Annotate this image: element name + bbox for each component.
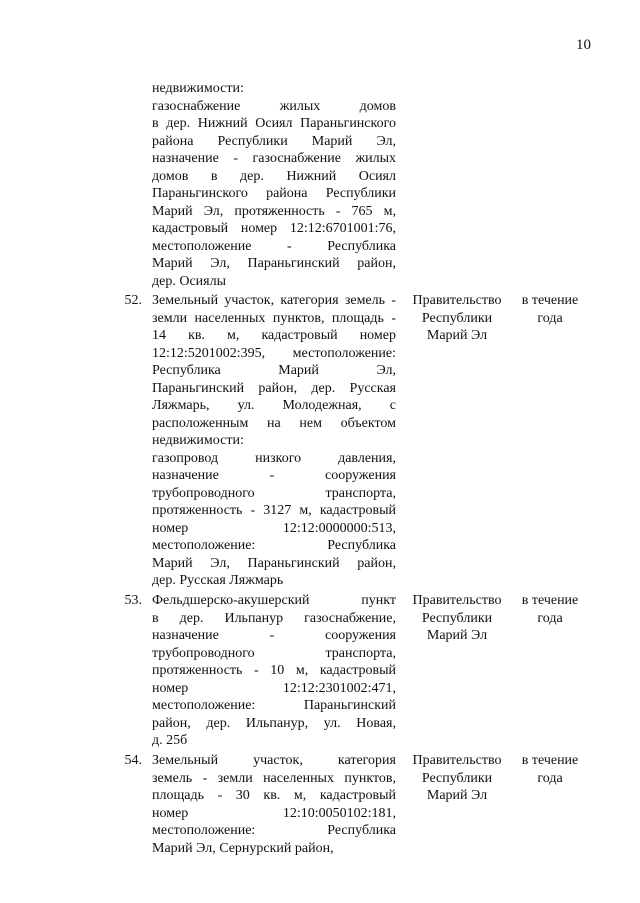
description-line: 14 кв. м, кадастровый номер (152, 328, 396, 343)
description-line: земель - земли населенных пунктов, (152, 770, 396, 786)
description-line: протяженность - 3127 м, кадастровый (152, 503, 396, 518)
description-line: Республика Марий Эл, (152, 363, 396, 378)
responsible-cell (405, 752, 509, 805)
responsible-line: Правительство (412, 293, 502, 308)
description-line: 12:12:5201002:395, местоположение: (152, 345, 396, 361)
responsible-line: Республики (421, 610, 493, 626)
description-line: назначение - сооружения (152, 468, 396, 483)
description-line: протяженность - 10 м, кадастровый (152, 663, 396, 678)
description-line: недвижимости: (152, 433, 244, 448)
description-line: Параньгинский район, дер. Русская (152, 380, 396, 396)
description-line: назначение - газоснабжение жилых (152, 151, 396, 166)
description-line: номер 12:10:0050102:181, (152, 805, 396, 821)
responsible-line: Марий Эл (426, 628, 488, 643)
deadline-line: года (537, 770, 563, 786)
responsible-cell (405, 292, 509, 345)
responsible-line: Марий Эл (426, 788, 488, 803)
description-line: Марий Эл, протяженность - 765 м, (152, 203, 396, 219)
entry-number: 52. (124, 293, 142, 308)
entry-number: 53. (124, 593, 142, 608)
description-line: Фельдшерско-акушерский пункт (152, 593, 396, 608)
description-line: расположенным на нем объектом (152, 415, 396, 431)
description-line: д. 25б (152, 733, 188, 748)
description-line: площадь - 30 кв. м, кадастровый (152, 788, 396, 803)
entry-number: 54. (124, 753, 142, 768)
responsible-line: Марий Эл (426, 328, 488, 343)
description-line: район, дер. Ильпанур, ул. Новая, (152, 715, 396, 731)
description-line: дер. Русская Ляжмарь (152, 573, 284, 588)
deadline-cell (514, 592, 586, 627)
description-line: Марий Эл, Параньгинский район, (152, 555, 396, 571)
deadline-line: в течение (521, 753, 579, 768)
description-line: в дер. Нижний Осиял Параньгинского (152, 116, 396, 131)
description-line: местоположение: Параньгинский (152, 698, 396, 713)
description-line: Марий Эл, Сернурский район, (152, 840, 334, 856)
description-line: местоположение: Республика (152, 538, 396, 553)
description-cell (152, 292, 396, 590)
responsible-line: Республики (421, 770, 493, 786)
description-line: земли населенных пунктов, площадь - (152, 310, 396, 326)
description-line: дер. Осиялы (152, 273, 226, 289)
description-cell (152, 592, 396, 750)
description-line: номер 12:12:2301002:471, (152, 680, 396, 696)
responsible-line: Правительство (412, 593, 502, 608)
description-line: в дер. Ильпанур газоснабжение, (152, 610, 396, 626)
description-line: кадастровый номер 12:12:6701001:76, (152, 221, 396, 236)
description-line: Ляжмарь, ул. Молодежная, с (152, 398, 396, 413)
description-line: Параньгинского района Республики (152, 186, 396, 201)
responsible-cell (405, 592, 509, 645)
description-line: района Республики Марий Эл, (152, 133, 396, 149)
description-line: газоснабжение жилых домов (152, 98, 396, 114)
description-line: Земельный участок, категория (152, 753, 396, 768)
description-cell (152, 80, 396, 290)
deadline-cell (514, 292, 586, 327)
description-line: назначение - сооружения (152, 628, 396, 643)
responsible-line: Правительство (412, 753, 502, 768)
description-line: трубопроводного транспорта, (152, 485, 396, 501)
deadline-cell (514, 752, 586, 787)
page-number: 10 (576, 37, 591, 53)
description-line: Марий Эл, Параньгинский район, (152, 256, 396, 271)
description-line: газопровод низкого давления, (152, 450, 396, 466)
responsible-line: Республики (421, 310, 493, 326)
description-line: местоположение - Республика (152, 238, 396, 254)
description-line: Земельный участок, категория земель - (152, 293, 396, 308)
description-line: трубопроводного транспорта, (152, 645, 396, 661)
deadline-line: в течение (521, 293, 579, 308)
deadline-line: года (537, 310, 563, 326)
description-line: местоположение: Республика (152, 823, 396, 838)
deadline-line: в течение (521, 593, 579, 608)
deadline-line: года (537, 610, 563, 626)
description-line: номер 12:12:0000000:513, (152, 520, 396, 536)
description-line: недвижимости: (152, 81, 244, 96)
description-cell (152, 752, 396, 857)
description-line: домов в дер. Нижний Осиял (152, 168, 396, 184)
